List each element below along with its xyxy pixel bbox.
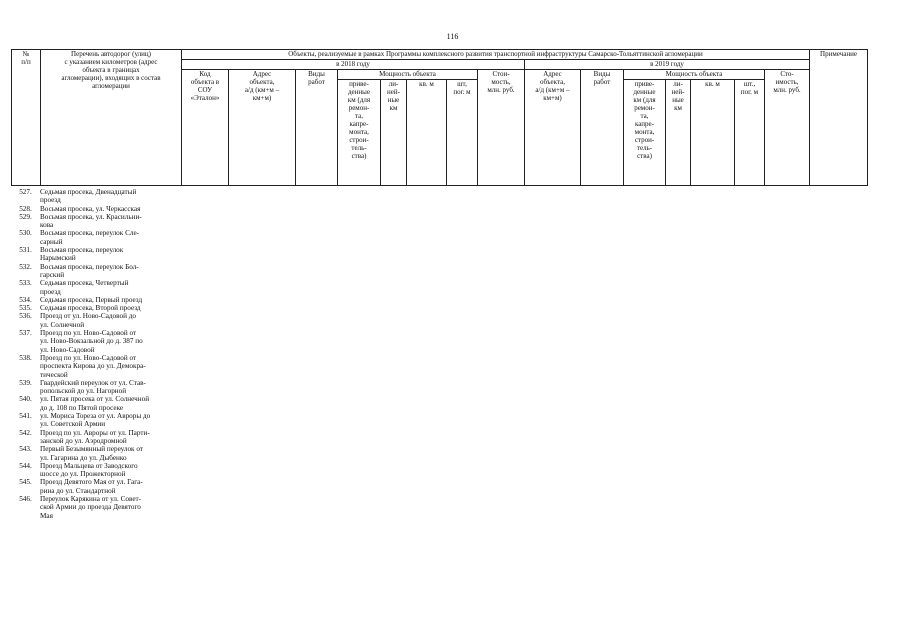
road-name: Проезд по ул. Авроры от ул. Парти- занской до ул. Аэродромной <box>40 428 150 445</box>
row-number: 538. <box>19 353 32 362</box>
reduced-km-2018-header: приве- денные км (для ремон- та, капре- монта, строи- тель- ства) <box>338 80 381 186</box>
list-item <box>11 429 181 446</box>
row-number: 543. <box>19 445 32 454</box>
row-number: 542. <box>19 428 32 437</box>
row-number: 531. <box>19 246 32 255</box>
road-name: ул. Пятая просека от ул. Солнечной до д. 108 по Пятой просеке <box>40 395 150 412</box>
row-number: 539. <box>19 378 32 387</box>
list-item <box>11 213 181 230</box>
reduced-km-2019-header: приве- денные км (для ремон- та, капре- монта, строи- тель- ства) <box>624 80 666 186</box>
list-item <box>11 279 181 296</box>
road-name: Восьмая просека, переулок Бол- гарский <box>40 262 139 279</box>
list-item <box>11 263 181 280</box>
row-number: 534. <box>19 295 32 304</box>
road-name: Восьмая просека, переулок Нарымский <box>40 246 124 263</box>
work-types-2018-header: Виды работ <box>296 70 338 186</box>
row-number: 541. <box>19 412 32 421</box>
sq-m-2018-header: кв. м <box>407 80 447 186</box>
list-item <box>11 296 181 304</box>
road-name: Первый Безымянный переулок от ул. Гагарина до ул. Дыбенко <box>40 445 143 462</box>
work-types-2019-header: Виды работ <box>581 70 624 186</box>
year-2019-header: в 2019 году <box>525 60 810 70</box>
list-item <box>11 395 181 412</box>
list-item <box>11 229 181 246</box>
road-name: ул. Мориса Тореза от ул. Авроры до ул. Советской Армии <box>40 412 151 429</box>
header-table <box>11 49 868 186</box>
row-number: 532. <box>19 262 32 271</box>
list-item <box>11 188 181 205</box>
road-name: Проезд от ул. Ново-Садовой до ул. Солнечной <box>40 312 136 329</box>
row-number: 545. <box>19 478 32 487</box>
col-number-header: № п/п <box>12 50 41 186</box>
list-item <box>11 304 181 312</box>
capacity-2018-header: Мощность объекта <box>338 70 478 80</box>
row-number: 529. <box>19 212 32 221</box>
col-roads-header: Перечень автодорог (улиц) с указанием километров (адрес объекта в границах агломерации), входящих в состав агломерации <box>41 50 182 186</box>
address-2018-header: Адрес объекта, а/д (км+м – км+м) <box>229 70 296 186</box>
road-name: Восьмая просека, ул. Красильни- кова <box>40 212 142 230</box>
row-number: 536. <box>19 312 32 321</box>
row-number: 528. <box>19 204 32 213</box>
row-number: 535. <box>19 304 32 313</box>
list-item <box>11 379 181 396</box>
col-note-header: Примечание <box>810 50 868 186</box>
list-item <box>11 462 181 479</box>
row-number: 546. <box>19 494 32 503</box>
list-item <box>11 478 181 495</box>
road-list <box>11 188 181 520</box>
page-number: 116 <box>446 32 459 41</box>
pcs-2018-header: шт, пог. м <box>447 80 478 186</box>
pcs-2019-header: шт., пог. м <box>735 80 765 186</box>
linear-km-2018-header: ли- ней- ные км <box>381 80 407 186</box>
list-item <box>11 354 181 379</box>
capacity-2019-header: Мощность объекта <box>624 70 765 80</box>
list-item <box>11 412 181 429</box>
row-number: 527. <box>19 188 32 196</box>
row-number: 540. <box>19 395 32 404</box>
address-2019-header: Адрес объекта, а/д (км+м – км+м) <box>525 70 581 186</box>
list-item <box>11 205 181 213</box>
year-2018-header: в 2018 году <box>182 60 525 70</box>
road-name: Гвардейский переулок от ул. Став- ропольской до ул. Нагорной <box>40 378 146 396</box>
road-name: Седьмая просека, Первый проезд <box>40 295 143 304</box>
linear-km-2019-header: ли- ней- ные км <box>666 80 691 186</box>
col-objects-header: Объекты, реализуемые в рамках Программы комплексного развития транспортной инфраструктуры Самарско-Тольяттинской агломерации <box>182 50 810 60</box>
road-name: Переулок Карякина от ул. Совет- ской Армии до проезда Девятого Мая <box>40 494 142 520</box>
road-name: Седьмая просека, Второй проезд <box>40 304 141 313</box>
row-number: 533. <box>19 279 32 288</box>
list-item <box>11 445 181 462</box>
sq-m-2019-header: кв. м <box>691 80 735 186</box>
road-name: Восьмая просека, ул. Черкасская <box>40 204 141 213</box>
road-name: Проезд Девятого Мая от ул. Гага- рина до ул. Стандартной <box>40 478 143 495</box>
road-name: Проезд по ул. Ново-Садовой от ул. Ново-Вокзальной до д. 387 по ул. Ново-Садовой <box>40 329 143 354</box>
cost-2018-header: Стои- мость, млн. руб. <box>478 70 525 186</box>
row-number: 537. <box>19 329 32 338</box>
row-number: 530. <box>19 229 32 238</box>
list-item <box>11 329 181 354</box>
cost-2019-header: Сто- имость, млн. руб. <box>765 70 810 186</box>
list-item <box>11 246 181 263</box>
road-name: Восьмая просека, переулок Сле- сарный <box>40 229 140 246</box>
list-item <box>11 312 181 329</box>
road-name: Седьмая просека, Четвертый проезд <box>40 279 129 296</box>
code-header: Код объекта в СОУ «Эталон» <box>182 70 229 186</box>
road-name: Проезд Мальцева от Заводского шоссе до ул. Прожекторной <box>40 461 138 479</box>
row-number: 544. <box>19 461 32 470</box>
road-name: Проезд по ул. Ново-Садовой от проспекта Кирова до ул. Демокра- тической <box>40 353 146 379</box>
road-name: Седьмая просека, Двенадцатый проезд <box>40 188 137 205</box>
list-item <box>11 495 181 520</box>
